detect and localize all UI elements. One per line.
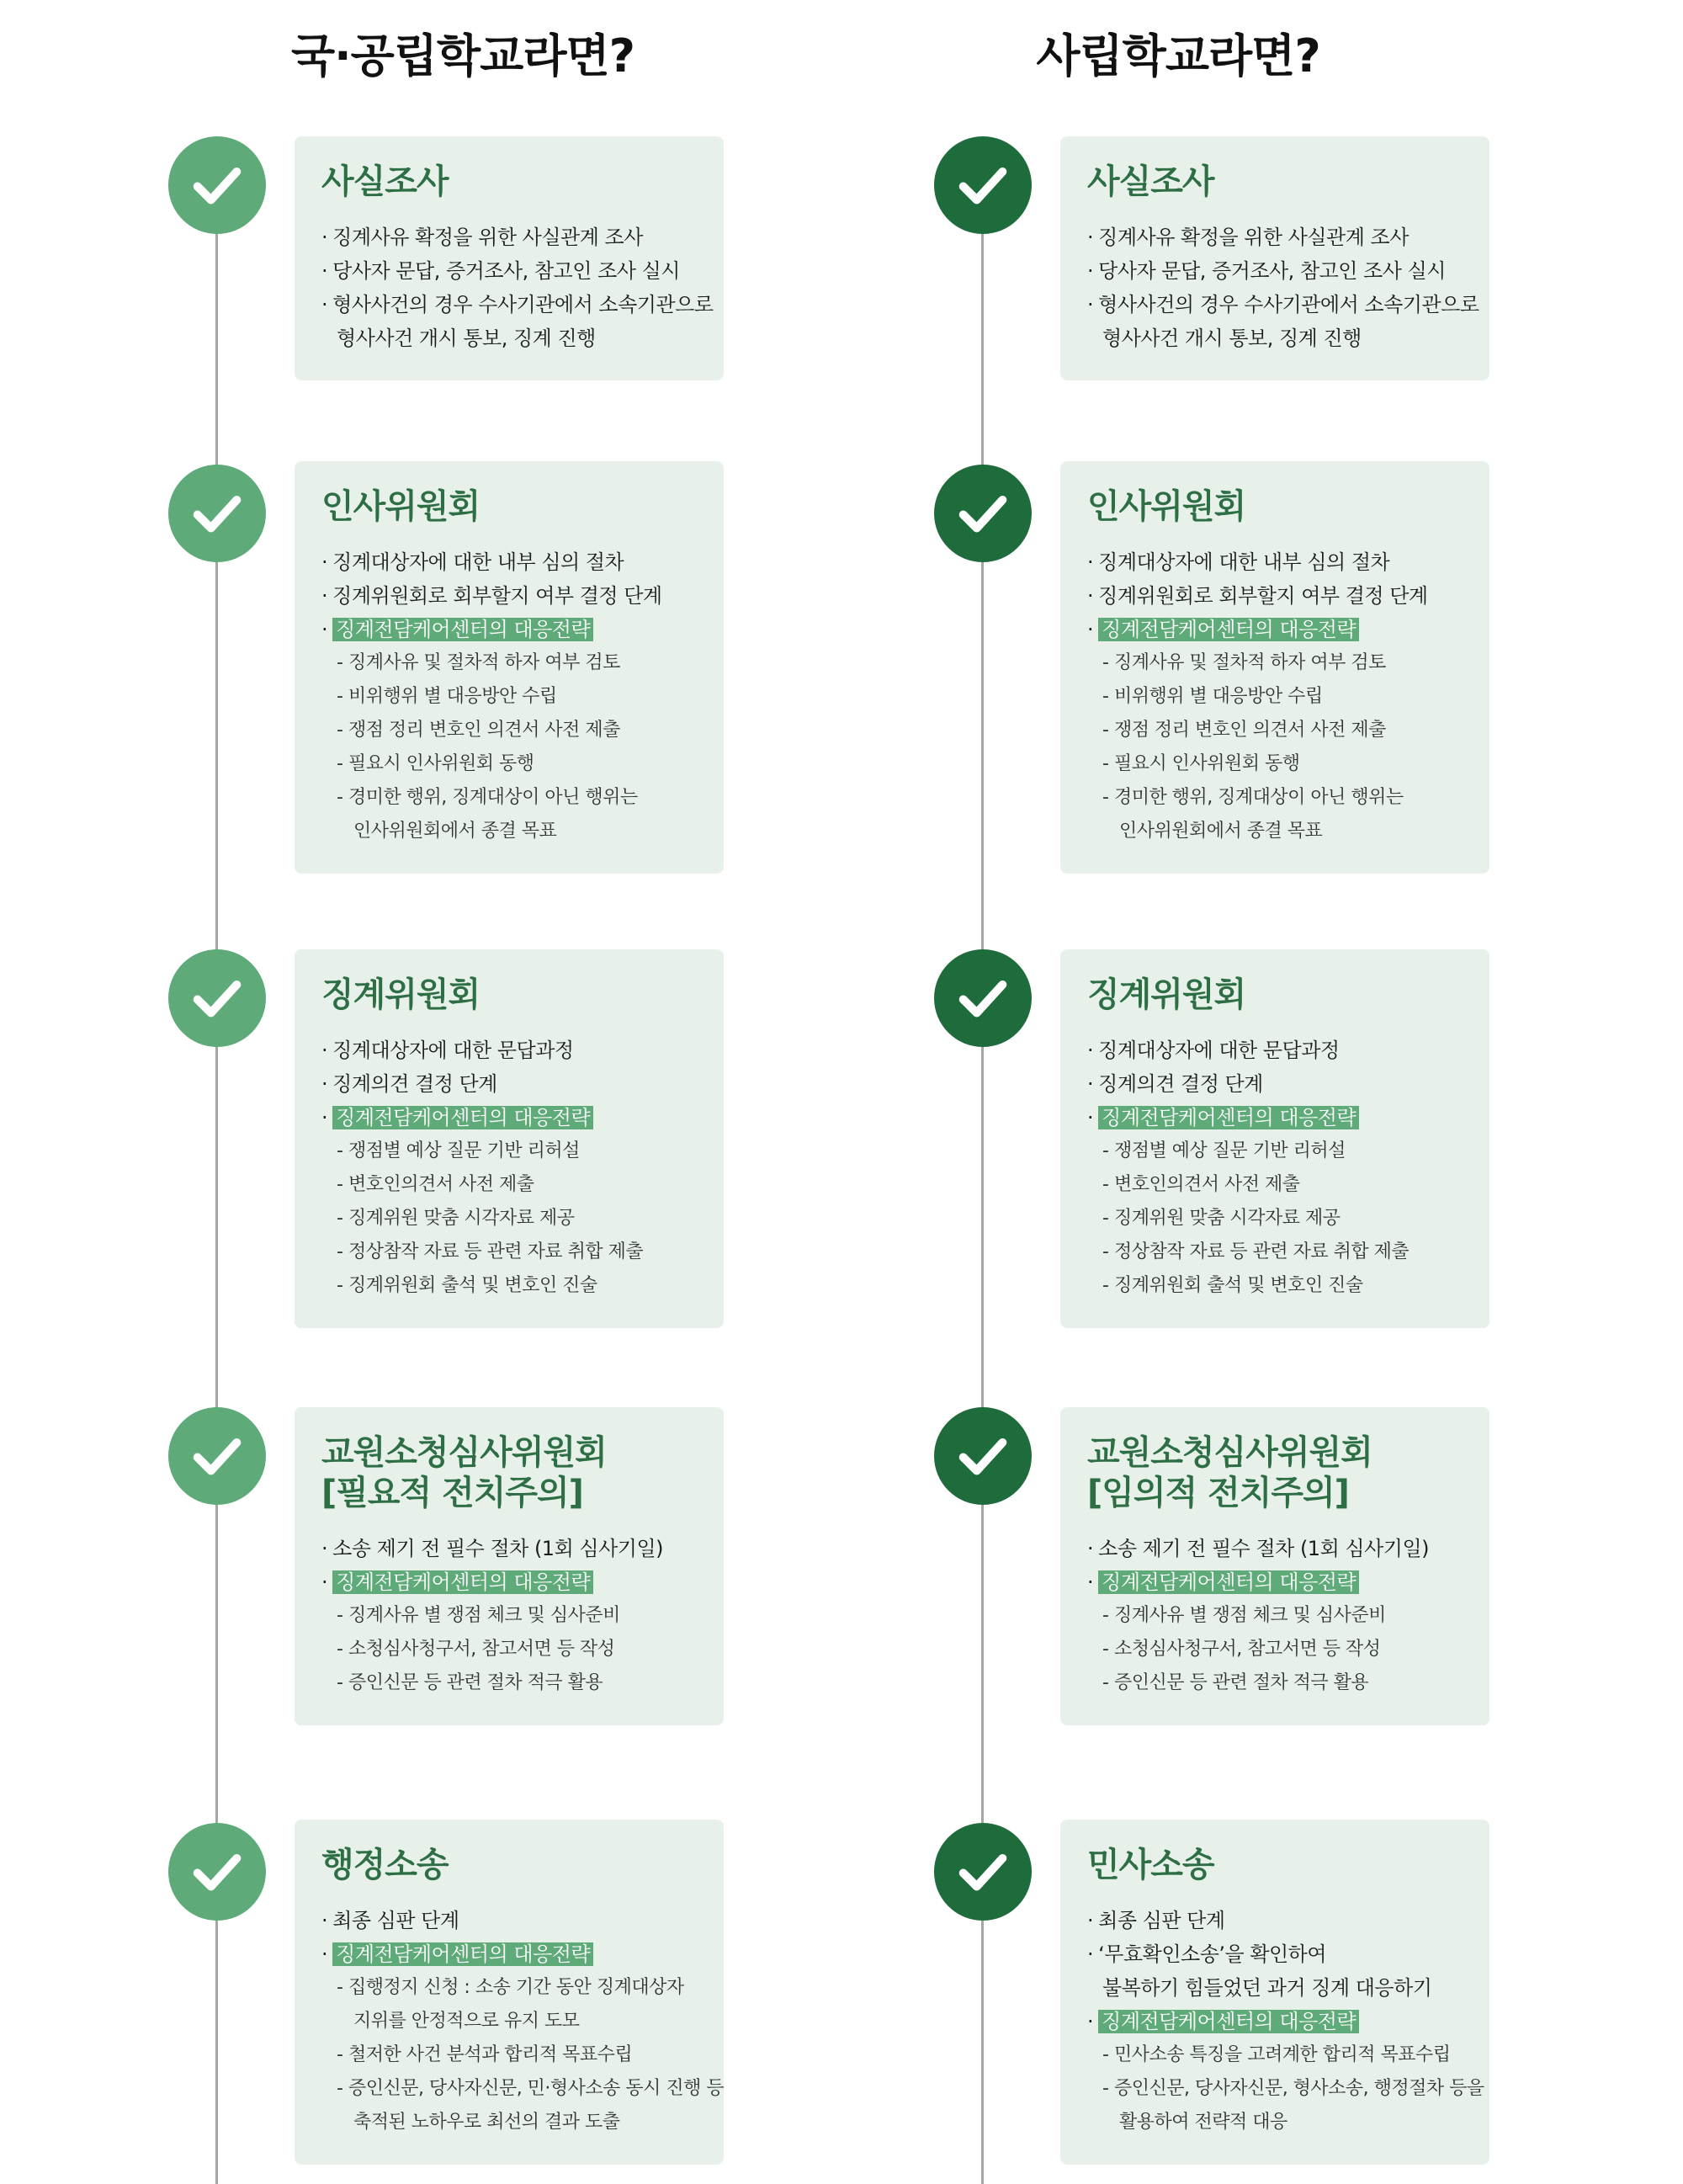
step-title: [321, 1432, 698, 1513]
description-item: · 소송 제기 전 필수 절차 (1회 심사기일): [321, 1532, 698, 1565]
strategy-item: - 쟁점 정리 변호인 의견서 사전 제출: [321, 714, 698, 747]
strategy-item: - 비위행위 별 대응방안 수립: [1087, 680, 1464, 714]
check-icon: [168, 1823, 266, 1921]
description-item: · 당사자 문답, 증거조사, 참고인 조사 실시: [321, 254, 698, 288]
description-item: · 최종 심판 단계: [321, 1904, 698, 1937]
strategy-item: - 변호인의견서 사전 제출: [1087, 1168, 1464, 1202]
strategy-item: - 징계위원 맞춤 시각자료 제공: [1087, 1202, 1464, 1235]
strategy-highlight: [321, 1565, 698, 1599]
step-title-line: 교원소청심사위원회: [321, 1433, 607, 1472]
check-icon: [934, 949, 1032, 1047]
step-title-line: 사실조사: [321, 162, 449, 201]
step-title: [321, 162, 698, 202]
strategy-item: - 쟁점별 예상 질문 기반 리허설: [1087, 1135, 1464, 1168]
description-item: · 징계대상자에 대한 내부 심의 절차: [1087, 545, 1464, 579]
strategy-item: - 경미한 행위, 징계대상이 아닌 행위는: [321, 781, 698, 815]
description-item: · 징계위원회로 회부할지 여부 결정 단계: [321, 579, 698, 613]
step-title: [1087, 975, 1464, 1015]
description-item: 형사사건 개시 통보, 징계 진행: [337, 327, 596, 350]
strategy-item: - 징계사유 별 쟁점 체크 및 심사준비: [1087, 1599, 1464, 1633]
strategy-highlight-label: 징계전담케어센터의 대응전략: [332, 1570, 593, 1594]
strategy-item: - 필요시 인사위원회 동행: [1087, 747, 1464, 781]
strategy-item: 인사위원회에서 종결 목표: [353, 821, 557, 842]
description-item: 불복하기 힘들었던 과거 징계 대응하기: [1102, 1976, 1432, 2000]
strategy-highlight: [1087, 1101, 1464, 1135]
strategy-highlight: [321, 1937, 698, 1971]
strategy-highlight-label: 징계전담케어센터의 대응전략: [1098, 2010, 1359, 2033]
step-title: [1087, 1432, 1464, 1513]
strategy-highlight: [321, 613, 698, 646]
strategy-item: - 증인신문, 당사자신문, 형사소송, 행정절차 등을: [1087, 2072, 1464, 2106]
strategy-item: - 징계위원 맞춤 시각자료 제공: [321, 1202, 698, 1235]
description-item: · ‘무효확인소송’을 확인하여: [1087, 1937, 1464, 1971]
column-private-school: [766, 0, 1607, 2184]
strategy-item: - 쟁점 정리 변호인 의견서 사전 제출: [1087, 714, 1464, 747]
strategy-item: - 민사소송 특징을 고려계한 합리적 목표수립: [1087, 2038, 1464, 2072]
strategy-item: 지위를 안정적으로 유지 도모: [353, 2011, 580, 2032]
step-title-line: [필요적 전치주의]: [321, 1474, 583, 1512]
description-item: · 최종 심판 단계: [1087, 1904, 1464, 1937]
strategy-item: - 증인신문 등 관련 절차 적극 활용: [1087, 1666, 1464, 1700]
strategy-highlight-label: 징계전담케어센터의 대응전략: [1098, 618, 1359, 641]
check-icon: [168, 465, 266, 562]
description-item: · 징계대상자에 대한 내부 심의 절차: [321, 545, 698, 579]
strategy-highlight: [1087, 613, 1464, 646]
step-title-line: 교원소청심사위원회: [1087, 1433, 1372, 1472]
strategy-item: - 변호인의견서 사전 제출: [321, 1168, 698, 1202]
strategy-highlight-label: 징계전담케어센터의 대응전략: [332, 1106, 593, 1129]
strategy-item: - 정상참작 자료 등 관련 자료 취합 제출: [321, 1235, 698, 1269]
strategy-item: - 정상참작 자료 등 관련 자료 취합 제출: [1087, 1235, 1464, 1269]
check-icon: [934, 1407, 1032, 1505]
description-item: · 형사사건의 경우 수사기관에서 소속기관으로: [321, 288, 698, 321]
step-title-line: 인사위원회: [321, 487, 480, 526]
strategy-item: - 소청심사청구서, 참고서면 등 작성: [321, 1633, 698, 1666]
step-title: [321, 975, 698, 1015]
check-icon: [934, 1823, 1032, 1921]
step-card: [1060, 136, 1489, 380]
check-icon: [934, 465, 1032, 562]
step-card: [295, 461, 724, 874]
step-title-line: 사실조사: [1087, 162, 1214, 201]
strategy-item: - 소청심사청구서, 참고서면 등 작성: [1087, 1633, 1464, 1666]
description-item: · 형사사건의 경우 수사기관에서 소속기관으로: [1087, 288, 1464, 321]
strategy-item: 인사위원회에서 종결 목표: [1119, 821, 1323, 842]
strategy-item: 축적된 노하우로 최선의 결과 도출: [353, 2112, 620, 2133]
description-item: · 징계의견 결정 단계: [1087, 1067, 1464, 1101]
strategy-highlight-label: 징계전담케어센터의 대응전략: [332, 618, 593, 641]
strategy-item: - 필요시 인사위원회 동행: [321, 747, 698, 781]
check-icon: [168, 1407, 266, 1505]
strategy-highlight-label: 징계전담케어센터의 대응전략: [1098, 1106, 1359, 1129]
strategy-item: - 징계위원회 출석 및 변호인 진술: [1087, 1269, 1464, 1303]
step-title-line: 민사소송: [1087, 1846, 1214, 1884]
strategy-item: - 증인신문, 당사자신문, 민·형사소송 동시 진행 등: [321, 2072, 698, 2106]
strategy-item: - 증인신문 등 관련 절차 적극 활용: [321, 1666, 698, 1700]
step-card: [1060, 1820, 1489, 2165]
check-icon: [168, 136, 266, 234]
step-card: [295, 949, 724, 1328]
step-title: [321, 1845, 698, 1885]
step-title-line: 징계위원회: [1087, 975, 1246, 1014]
step-card: [1060, 1407, 1489, 1725]
step-card: [295, 1820, 724, 2165]
step-title-line: 행정소송: [321, 1846, 449, 1884]
strategy-item: - 징계위원회 출석 및 변호인 진술: [321, 1269, 698, 1303]
description-item: · 당사자 문답, 증거조사, 참고인 조사 실시: [1087, 254, 1464, 288]
description-item: 형사사건 개시 통보, 징계 진행: [1102, 327, 1362, 350]
step-title-line: 징계위원회: [321, 975, 480, 1014]
step-title: [1087, 162, 1464, 202]
description-item: · 징계의견 결정 단계: [321, 1067, 698, 1101]
description-item: · 징계사유 확정을 위한 사실관계 조사: [1087, 221, 1464, 254]
strategy-highlight: [1087, 2005, 1464, 2038]
step-card: [295, 1407, 724, 1725]
strategy-highlight: [1087, 1565, 1464, 1599]
description-item: · 징계대상자에 대한 문답과정: [1087, 1034, 1464, 1067]
step-title: [321, 486, 698, 527]
strategy-item: - 징계사유 및 절차적 하자 여부 검토: [321, 646, 698, 680]
step-card: [1060, 949, 1489, 1328]
strategy-item: - 철저한 사건 분석과 합리적 목표수립: [321, 2038, 698, 2072]
step-title: [1087, 1845, 1464, 1885]
strategy-highlight: [321, 1101, 698, 1135]
description-item: · 징계사유 확정을 위한 사실관계 조사: [321, 221, 698, 254]
strategy-item: - 비위행위 별 대응방안 수립: [321, 680, 698, 714]
check-icon: [934, 136, 1032, 234]
strategy-item: - 징계사유 및 절차적 하자 여부 검토: [1087, 646, 1464, 680]
strategy-item: 활용하여 전략적 대응: [1119, 2112, 1287, 2133]
description-item: · 징계대상자에 대한 문답과정: [321, 1034, 698, 1067]
strategy-item: - 집행정지 신청 : 소송 기간 동안 징계대상자: [321, 1971, 698, 2005]
strategy-item: - 경미한 행위, 징계대상이 아닌 행위는: [1087, 781, 1464, 815]
description-item: · 소송 제기 전 필수 절차 (1회 심사기일): [1087, 1532, 1464, 1565]
column-heading: 사립학교라면?: [1036, 29, 1320, 82]
step-card: [295, 136, 724, 380]
strategy-item: - 징계사유 별 쟁점 체크 및 심사준비: [321, 1599, 698, 1633]
strategy-item: - 쟁점별 예상 질문 기반 리허설: [321, 1135, 698, 1168]
description-item: · 징계위원회로 회부할지 여부 결정 단계: [1087, 579, 1464, 613]
step-title: [1087, 486, 1464, 527]
step-title-line: 인사위원회: [1087, 487, 1246, 526]
strategy-highlight-label: 징계전담케어센터의 대응전략: [1098, 1570, 1359, 1594]
check-icon: [168, 949, 266, 1047]
column-heading: 국·공립학교라면?: [291, 29, 634, 82]
step-card: [1060, 461, 1489, 874]
step-title-line: [임의적 전치주의]: [1087, 1474, 1349, 1512]
strategy-highlight-label: 징계전담케어센터의 대응전략: [332, 1942, 593, 1966]
